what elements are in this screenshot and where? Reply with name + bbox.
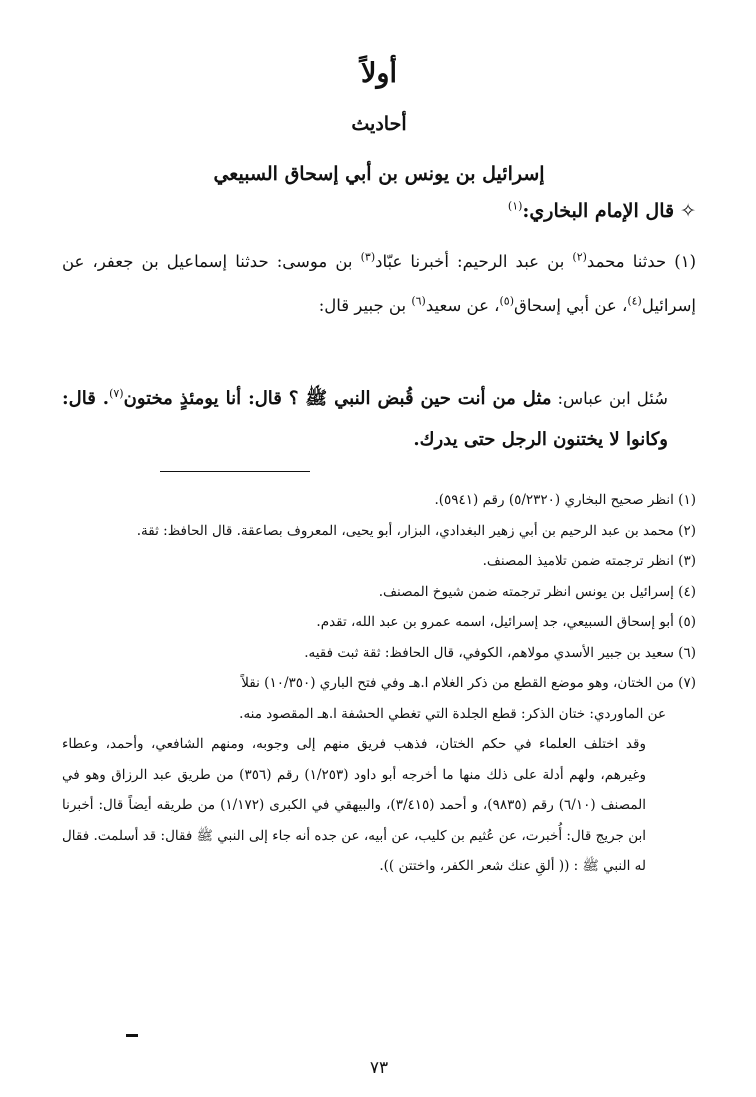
isnad-text: بن جبير قال: bbox=[318, 296, 412, 315]
footnote-ref: (٥) bbox=[499, 294, 515, 308]
book-page bbox=[62, 0, 696, 1097]
footnote-1: (١) انظر صحيح البخاري (٥/٢٣٢٠) رقم (٥٩٤١). bbox=[434, 492, 696, 508]
section-title: أولاً bbox=[361, 58, 397, 89]
footnotes bbox=[62, 485, 696, 882]
footnote-ref: (٧) bbox=[109, 387, 124, 400]
matn-ending: . قال: وكانوا لا يختنون الرجل حتى يدرك. bbox=[62, 388, 668, 450]
isnad-text: بن موسى: حدثنا إسماعيل بن جعفر، عن إسرائيل bbox=[62, 252, 696, 315]
footnote-4: (٤) إسرائيل بن يونس انظر ترجمته ضمن شيوخ المصنف. bbox=[378, 583, 696, 600]
isnad-text: (١) حدثنا محمد bbox=[586, 252, 697, 271]
isnad-text: ، عن سعيد bbox=[425, 296, 500, 315]
isnad-text: بن عبد الرحيم: أخبرنا عبّاد bbox=[375, 252, 573, 271]
footnote-7-discussion: وقد اختلف العلماء في حكم الختان، فذهب فريق منهم إلى وجوبه، ومنهم الشافعي، وأحمد، وعطاء وغيرهم، ولهم أدلة على ذلك منها ما أخرجه أبو داود (١/٢٥٣) رقم (٣٥٦) من طريق عبد الرزاق وهو في المصنف (٦/١٠) رقم (٩٨٣٥)، و أحمد (٣/٤١٥)، والبيهقي في الكبرى (١/١٧٢) من طريقه أيضاً قال: أخبرنا ابن جريج قال: أُخبرت، عن عُثيم بن كليب، عن أبيه، عن جده أنه جاء إلى النبي ﷺ فقال: قد أسلمت. فقال له النبي ﷺ : (( ألقِ عنك شعر الكفر، واختتن )). bbox=[62, 736, 646, 874]
end-mark bbox=[126, 1034, 138, 1037]
narrator-heading: إسرائيل بن يونس بن أبي إسحاق السبيعي bbox=[213, 163, 545, 185]
footnote-2: (٢) محمد بن عبد الرحيم بن أبي زهير البغدادي، البزار، أبو يحيى، المعروف بصاعقة. قال الحافظ: ثقة. bbox=[136, 522, 696, 539]
intro-line bbox=[508, 200, 696, 222]
footnote-ref: (١) bbox=[507, 199, 523, 213]
footnote-7: (٧) من الختان، وهو موضع القطع من ذكر الغلام ا.هـ وفي فتح الباري (١٠/٣٥٠) نقلاً bbox=[241, 675, 696, 691]
matn-paragraph bbox=[62, 378, 696, 460]
footnote-3: (٣) انظر ترجمته ضمن تلاميذ المصنف. bbox=[482, 553, 696, 569]
section-subtitle: أحاديث bbox=[351, 113, 407, 135]
hadith-matn bbox=[62, 378, 696, 460]
footnote-ref: (٣) bbox=[360, 250, 376, 264]
intro-text: قال الإمام البخاري: bbox=[522, 200, 675, 222]
matn-question: مثل من أنت حين قُبض النبي ﷺ ؟ قال: أنا يومئذٍ مختون bbox=[123, 388, 552, 409]
matn-narration: سُئل ابن عباس: bbox=[551, 389, 668, 408]
footnote-ref: (٤) bbox=[627, 294, 642, 308]
diamond-marker-icon: ✧ bbox=[680, 200, 696, 222]
isnad-text: ، عن أبي إسحاق bbox=[514, 296, 628, 315]
footnote-ref: (٦) bbox=[411, 294, 426, 308]
footnote-separator bbox=[160, 471, 310, 472]
isnad-paragraph bbox=[62, 240, 696, 328]
footnote-7-continued: عن الماوردي: ختان الذكر: قطع الجلدة التي تغطي الحشفة ا.هـ المقصود منه. bbox=[239, 705, 666, 722]
hadith-isnad bbox=[62, 240, 696, 328]
footnote-ref: (٢) bbox=[572, 250, 587, 264]
page-number: ٧٣ bbox=[369, 1058, 389, 1078]
footnote-6: (٦) سعيد بن جبير الأسدي مولاهم، الكوفي، قال الحافظ: ثقة ثبت فقيه. bbox=[304, 644, 696, 661]
footnote-5: (٥) أبو إسحاق السبيعي، جد إسرائيل، اسمه عمرو بن عبد الله، تقدم. bbox=[316, 614, 696, 630]
